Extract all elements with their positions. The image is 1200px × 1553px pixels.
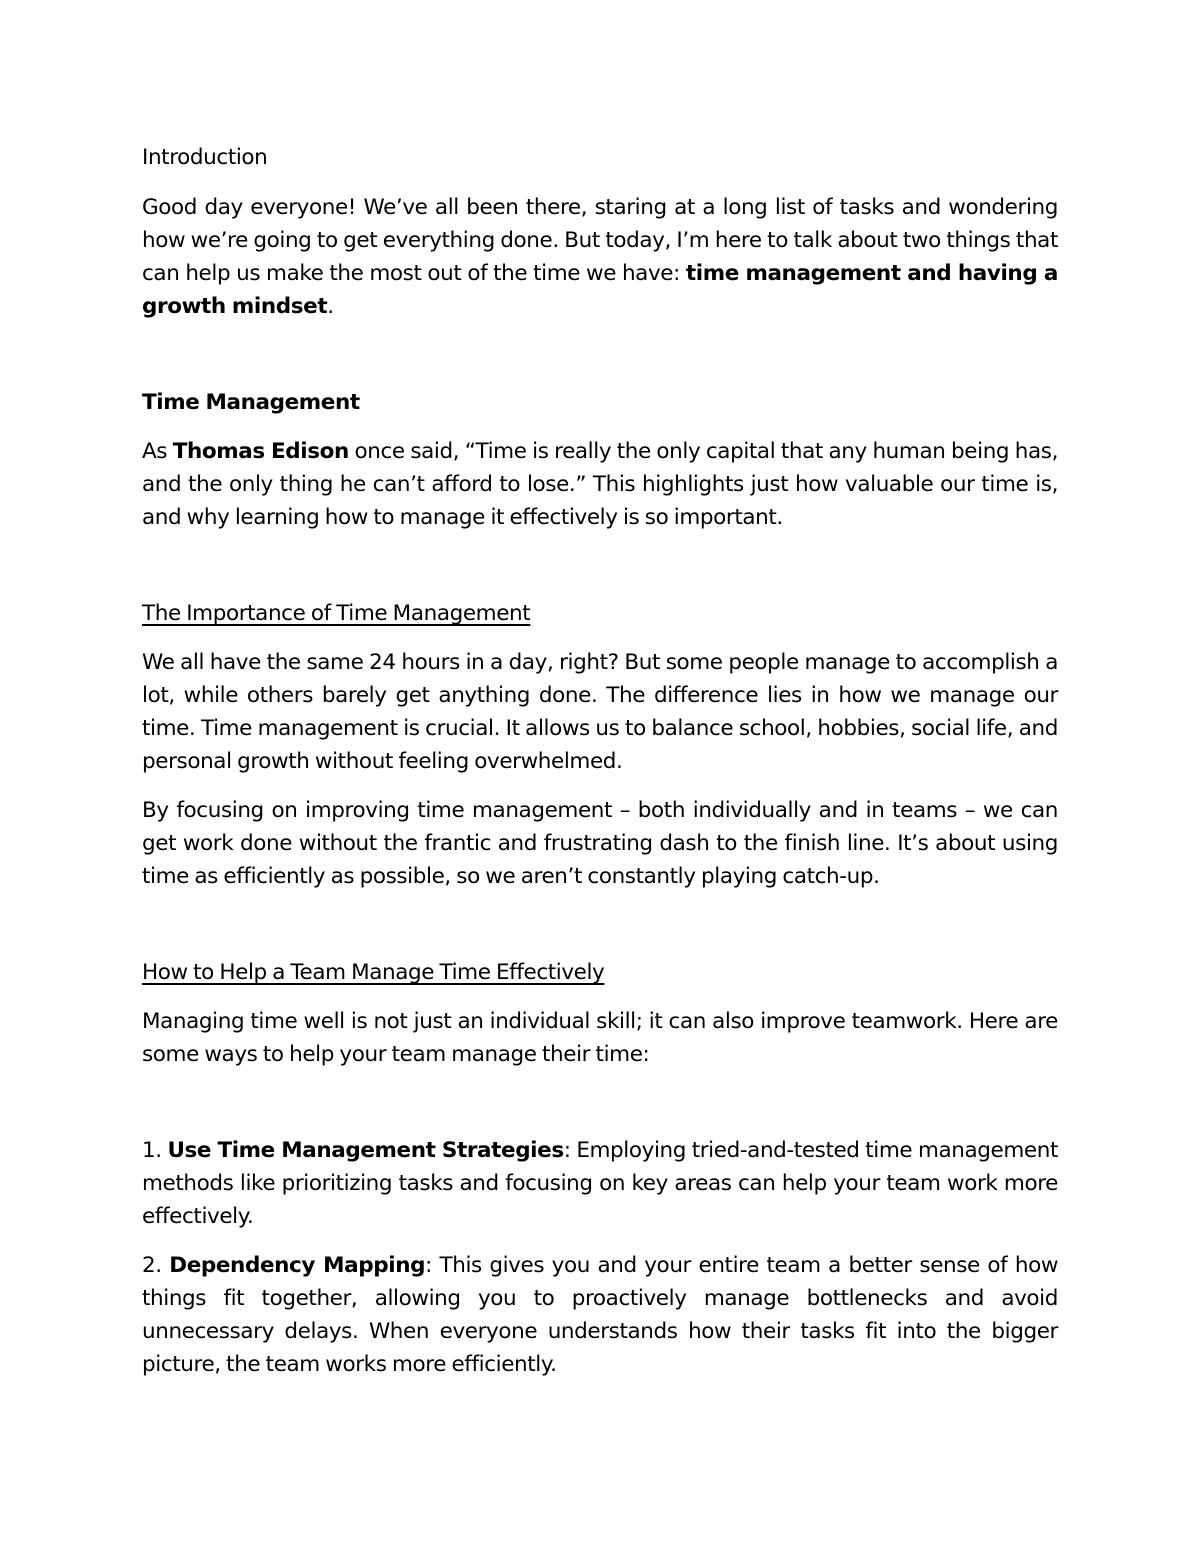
list-item-number: 1.: [142, 1138, 168, 1163]
time-management-heading-text: Time Management: [142, 390, 360, 415]
introduction-text: Good day everyone! We’ve all been there, staring at a long list of tasks and wondering how we’re going to get everything done. But today, I’m here to talk about two things that can help us make the most out of the time we have:: [142, 195, 1058, 286]
list-item-text: : Employing tried-and-tested time management methods like prioritizing tasks and focusing on key areas can help your team work more effectively.: [142, 1138, 1058, 1229]
list-item-number: 2.: [142, 1253, 170, 1278]
introduction-end: .: [327, 294, 334, 319]
edison-name: Thomas Edison: [172, 439, 349, 464]
list-item: [142, 1249, 1058, 1381]
introduction-bold-phrase: time management and having a growth mindset: [142, 261, 1058, 319]
list-item-title: Use Time Management Strategies: [167, 1138, 564, 1163]
introduction-heading: Introduction: [142, 145, 268, 170]
importance-paragraph-1: We all have the same 24 hours in a day, right? But some people manage to accomplish a lot, while others barely get anything done. The difference lies in how we manage our time. Time management is crucial. It allows us to balance school, hobbies, social life, and personal growth without feeling overwhelmed.: [142, 650, 1058, 774]
introduction-paragraph: [142, 191, 1058, 323]
edison-quote-paragraph: [142, 435, 1058, 534]
importance-heading: The Importance of Time Management: [142, 601, 531, 626]
team-heading: How to Help a Team Manage Time Effectively: [142, 960, 605, 985]
edison-quote-start: As: [142, 439, 173, 464]
time-management-heading: [142, 386, 1058, 419]
list-item: [142, 1134, 1058, 1233]
list-item-title: Dependency Mapping: [169, 1253, 426, 1278]
team-intro-paragraph: Managing time well is not just an individual skill; it can also improve teamwork. Here are some ways to help your team manage their time:: [142, 1009, 1058, 1067]
edison-quote-rest: once said, “Time is really the only capital that any human being has, and the only thing he can’t afford to lose.” This highlights just how valuable our time is, and why learning how to manage it effectively is so important.: [142, 439, 1058, 530]
list-item-text: : This gives you and your entire team a better sense of how things fit together, allowing you to proactively manage bottlenecks and avoid unnecessary delays. When everyone understands how their tasks fit into the bigger picture, the team works more efficiently.: [142, 1253, 1059, 1377]
importance-paragraph-2: By focusing on improving time management – both individually and in teams – we can get work done without the frantic and frustrating dash to the finish line. It’s about using time as efficiently as possible, so we aren’t constantly playing catch-up.: [142, 798, 1058, 889]
